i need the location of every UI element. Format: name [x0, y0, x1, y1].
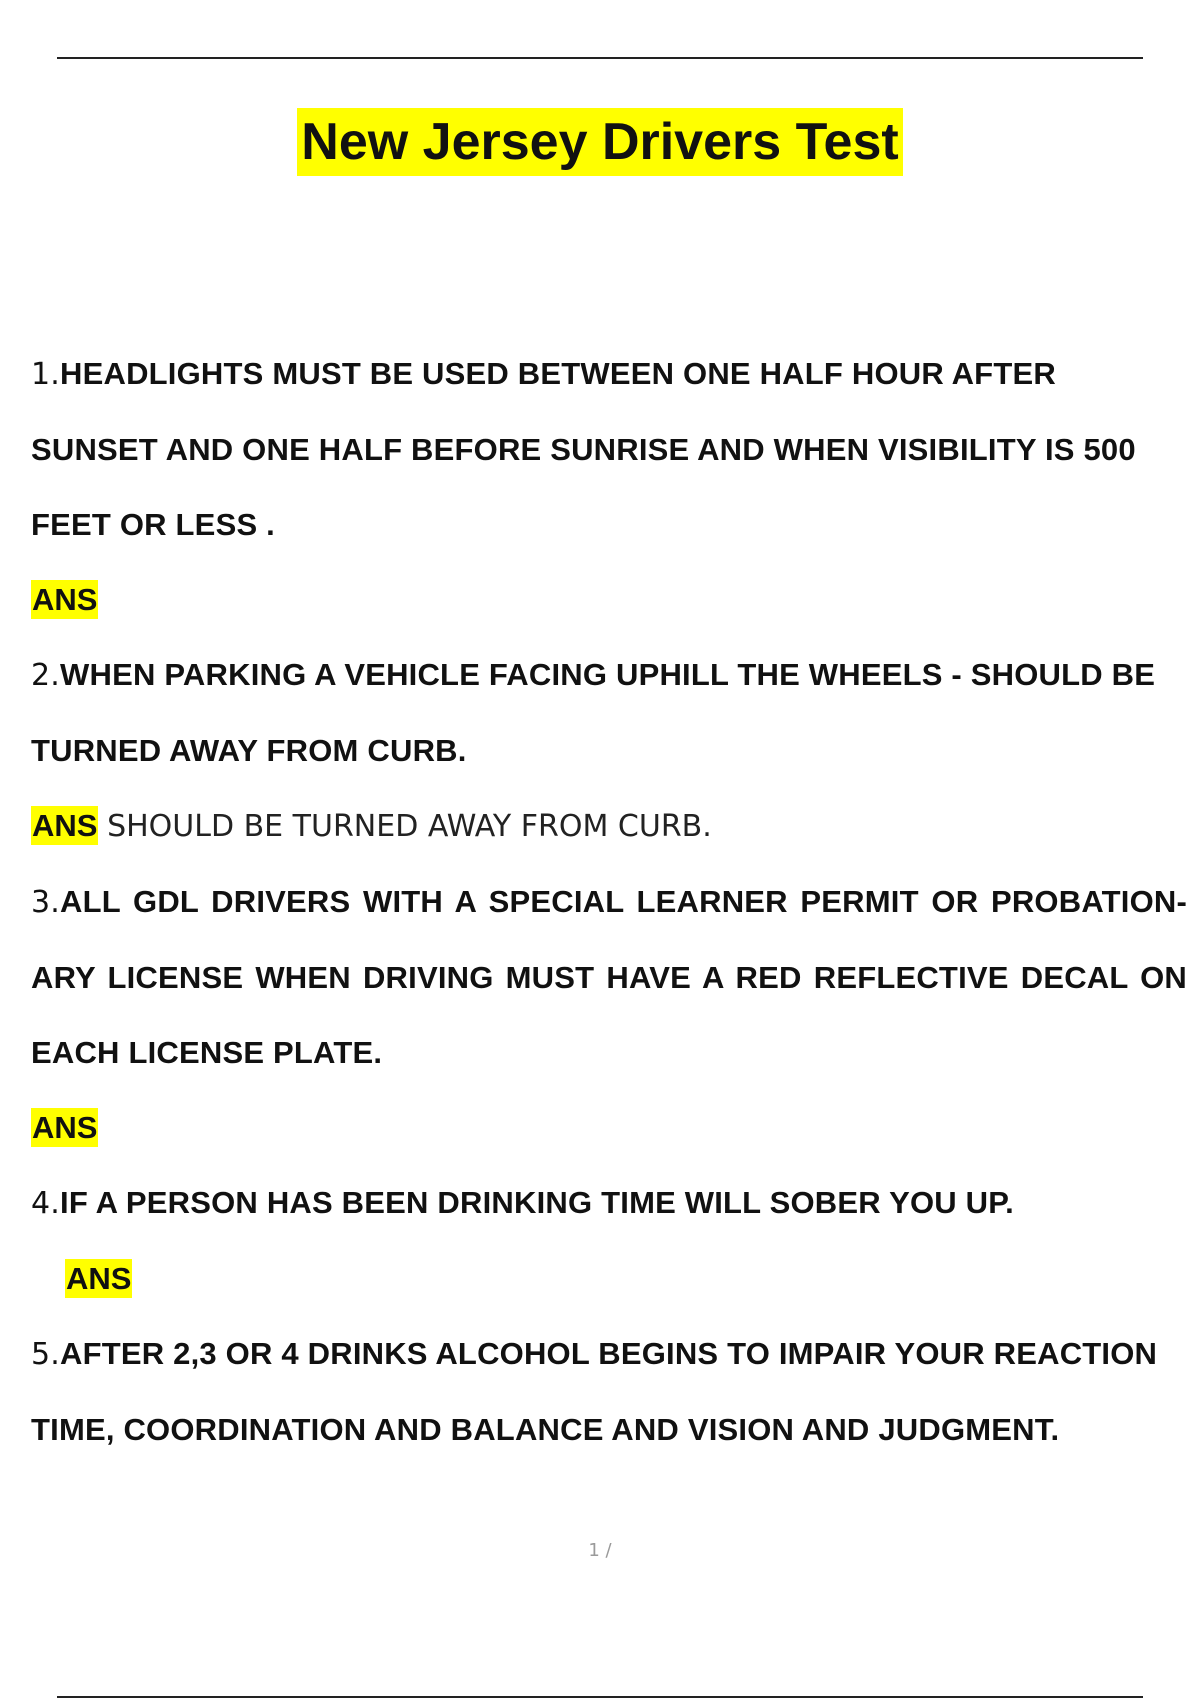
answer-text: SHOULD BE TURNED AWAY FROM CURB. — [107, 809, 712, 844]
question-1 — [31, 336, 1187, 562]
answer-4 — [31, 1241, 1187, 1316]
answer-label: ANS — [32, 582, 98, 617]
question-text: IF A PERSON HAS BEEN DRINKING TIME WILL SOBER YOU UP. — [60, 1185, 1014, 1220]
answer-1 — [31, 562, 1187, 637]
answer-label: ANS — [32, 1110, 98, 1145]
question-2 — [31, 637, 1187, 788]
question-5 — [31, 1316, 1187, 1467]
answer-label: ANS — [32, 808, 98, 843]
question-text: WHEN PARKING A VEHICLE FACING UPHILL THE WHEELS - SHOULD BE TURNED AWAY FROM CURB. — [31, 657, 1156, 768]
bottom-divider — [57, 1696, 1143, 1698]
title-container — [0, 108, 1200, 176]
question-4 — [31, 1165, 1187, 1241]
page-number: 1 / — [588, 1540, 612, 1561]
question-number: 2. — [31, 658, 61, 693]
question-text: AFTER 2,3 OR 4 DRINKS ALCOHOL BEGINS TO IMPAIR YOUR REACTION TIME, COORDINATION AND BALANCE AND VISION AND JUDGMENT. — [31, 1336, 1158, 1447]
question-text: ALL GDL DRIVERS WITH A SPECIAL LEARNER PERMIT OR PROBATION- ARY LICENSE WHEN DRIVING MUST HAVE A RED REFLECTIVE DECAL ON EACH LICENSE PLATE. — [31, 884, 1187, 1070]
question-text: HEADLIGHTS MUST BE USED BETWEEN ONE HALF HOUR AFTER SUNSET AND ONE HALF BEFORE SUNRISE AND WHEN VISIBILITY IS 500 FEET OR LESS . — [31, 356, 1136, 542]
answer-label: ANS — [66, 1261, 132, 1296]
document-title: New Jersey Drivers Test — [297, 108, 902, 176]
question-number: 1. — [31, 357, 61, 392]
question-number: 4. — [31, 1186, 61, 1221]
top-divider — [57, 57, 1143, 59]
question-3 — [31, 864, 1187, 1090]
question-list — [31, 336, 1187, 1467]
answer-3 — [31, 1090, 1187, 1165]
question-number: 5. — [31, 1337, 61, 1372]
answer-2 — [31, 788, 1187, 864]
question-number: 3. — [31, 885, 61, 920]
